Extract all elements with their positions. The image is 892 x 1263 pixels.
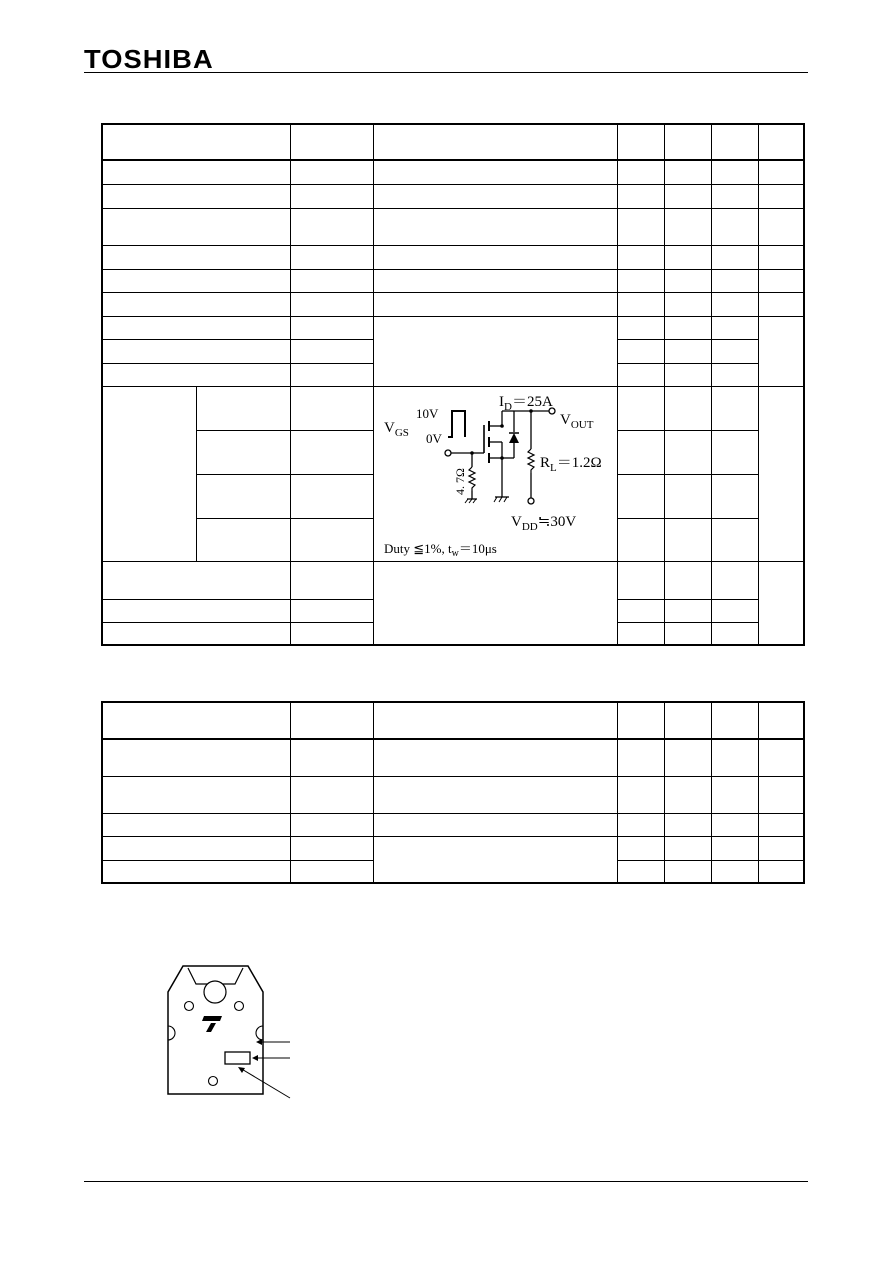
package-marking-drawing (160, 962, 300, 1102)
table-row (102, 386, 804, 430)
toshiba-logo: TOSHIBA (84, 44, 214, 74)
table-header-row (102, 702, 804, 739)
table-row (102, 269, 804, 292)
table-row (102, 739, 804, 776)
svg-text:RL＝1.2Ω: $R_L=1.2\Omega$ (539, 454, 602, 474)
table-row (102, 316, 804, 339)
header-rule (84, 72, 808, 73)
table-header-row (102, 124, 804, 160)
table-row (102, 561, 804, 599)
svg-text:0V: 0V (425, 430, 442, 446)
table-row (102, 245, 804, 269)
svg-text:4. 7Ω: 4. 7Ω (452, 467, 467, 495)
table-row (102, 208, 804, 245)
svg-text:ID＝25A: $I_D=25A$ (498, 393, 553, 413)
svg-text:Duty ≦1%, tw＝10μs: Duty ≦1%, $t_w=10\mu s$ (383, 540, 497, 559)
svg-text:VGS: $V_{GS}$ (383, 419, 409, 439)
test-circuit-diagram (374, 387, 618, 563)
table-row (102, 836, 804, 860)
mounting-hole (204, 981, 226, 1003)
svg-text:VOUT: $V_{OUT}$ (559, 411, 593, 431)
lot-number-box (225, 1052, 250, 1064)
footer-rule (84, 1181, 808, 1182)
table-row (102, 184, 804, 208)
table-row (102, 813, 804, 836)
electrical-characteristics-table (101, 123, 805, 646)
switching-test-circuit (373, 386, 617, 561)
table-row (102, 776, 804, 813)
source-drain-table (101, 701, 805, 884)
table-row (102, 292, 804, 316)
svg-text:VDD≒30V: $V_{DD}≒30V$ (510, 513, 576, 533)
table-row (102, 160, 804, 184)
svg-text:10V: 10V (415, 405, 438, 421)
